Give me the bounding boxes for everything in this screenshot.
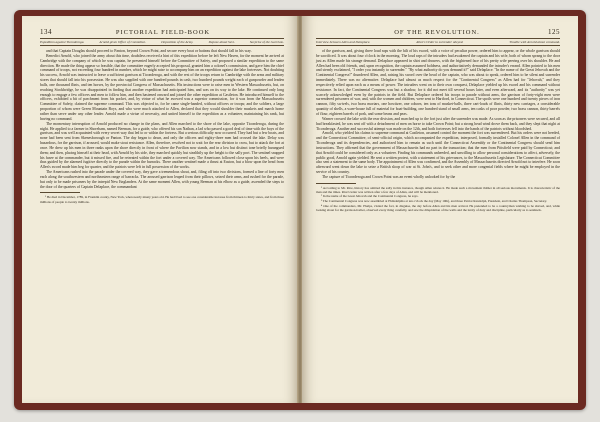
side-note: Trouble with Arnold about command.: [509, 40, 560, 44]
footnote: ¹ According to Mr. Rice, history has omitted the sally in this instance, though Allen relates it. He made such a movement thither in all serious movements. It is characteristic of the man and the times. Rice's letter was written after a few days of Allen, and will be mentioned.: [316, 185, 560, 194]
paragraph: The momentary interruption of Arnold produced no change in the plans, and Allen marched to the shore of the lake, opposite Ticonderoga, during the night. He applied to a farmer in Shoreham, named Beeman, for a guide, who offered his son Nathan, a lad who passed a good deal of time with the boys of the garrison, and was well acquainted with every secret way that led to or within the fortress. But a serious difficulty now occurred. They had but a few boats, and none had been sent from Skenesborough or Panton. The day began to dawn, and only the officers and eighty-three men had crossed the lake. Delay was hazardous, for the garrison, if aroused, would make stout resistance. Allen, therefore, resolved not to wait for the rear division to cross, but to attack the fort at once. He drew up his men in three ranks upon the shore directly in front of where the Pavilion now stands, and in a low but distinct tone briefly harangued them; and then, placing himself at their head, with Arnold by his side, they marched quickly but stealthily up the height to the sally port. The sentinel snapped his fusee at the commander, but it missed fire, and he retreated within the fort under a covered way. The Americans followed close upon his heels, and were thus guided by the alarmed fugitive directly to the parade within the barracks. There another sentinel made a thrust at Easton, but a blow upon the head from Allen's sword made him beg for quarter, and the patriots were left in full possession of the works.: [40, 121, 284, 170]
right-footnotes: [316, 186, 560, 212]
left-side-notes: [40, 38, 284, 46]
left-body-text: [40, 49, 284, 189]
paragraph: Arnold, who yielded his claims to supreme command at Castleton, assumed control the moment the fort was surrendered. But his orders were not heeded, and the Connecticut Committee, of semi-official origin, which accompanied the expedition, interposed, formally installed Colonel Allen in the command of Ticonderoga and its dependencies, and authorized him to remain as such until the Connecticut Assembly or the Continental Congress should send him instructions. They affirmed that the government of Massachusetts had no part in the transaction; that the men from Pittsfield were paid by Connecticut; and that Arnold could be considered only as a volunteer. Finding his commands unheeded, and unwilling to allow personal considerations to affect, adversely, the public good, Arnold again yielded. He sent a written protest, with a statement of his grievances, to the Massachusetts Legislature. The Connecticut Committee also sent a statement to the same body. The appointment of Allen was confirmed, and the Assembly of Massachusetts directed Arnold not to interfere. He soon afterward went down the lake to seize a British sloop of war at St. John's, and to seek other and more congenial fields where he might be employed in the service of his country.: [316, 131, 560, 175]
footnote-rule: [316, 183, 356, 184]
paragraph: and that Captain Douglas should proceed to Panton, beyond Crown Point, and secure every boat or batteau that should fall in his way.: [46, 49, 252, 53]
side-note: Depose about Sevi.: [208, 40, 235, 44]
side-note: Expedition against Ticonderoga.: [40, 40, 85, 44]
side-note: Allen's Order to surrender obeyed.: [416, 40, 464, 44]
left-page-number: 134: [40, 28, 52, 36]
open-book: [14, 10, 586, 410]
side-note: Arnold given Office of Committee.: [99, 40, 147, 44]
right-body-text: [316, 49, 560, 180]
footnote-rule: [40, 192, 80, 193]
side-note: Deposition of the Army.: [161, 40, 194, 44]
right-page-number: 125: [548, 28, 560, 36]
footnote: ³ The Continental Congress was now assembled at Philadelphia at ten o'clock the day (May 10th), and three Patriot Randolph, President, and Charles Thompson, Secretary.: [321, 199, 548, 204]
left-running-title: PICTORIAL FIELD-BOOK: [115, 29, 211, 36]
side-note: Interview between Allen and Delaplace.: [316, 40, 371, 44]
right-page-header: [316, 28, 560, 36]
paragraph: The Americans rushed into the parade under the covered way, they gave a tremendous shout, and, filing off into two divisions, formed a line of forty men each along the southwestern and northeastern range of barracks. The aroused garrison leaped from their pillows, seized their arms, and rushed for the parade, but only to be made prisoners by the intrepid New Englanders. At the same moment Allen, with young Beeman at his elbow as a guide, ascended the steps to the door of the quarters of Captain Delaplace, the commandant: [40, 170, 284, 189]
right-side-notes: [316, 38, 560, 46]
paragraph: The capture of Ticonderoga and Crown Point was an event wholly unlooked for by the: [322, 174, 456, 179]
right-page: [302, 16, 578, 403]
footnote: ² In the name of the Great Jehovah and the Continental Congress, he says.: [321, 194, 419, 199]
left-footnotes: [40, 195, 284, 203]
right-page-content: [316, 28, 560, 393]
right-running-title: OF THE REVOLUTION.: [394, 29, 480, 36]
side-note: Surprise of the Garrison.: [249, 40, 284, 44]
footnote: ⁴ One of the commanders, Mr. Phelps, visited the fort, in disguise, the day before Allen and his men arrived. He pretended to be a countryman wishing to be shaved, and, while looking about for the garrison-barber, observed every thing carefully, and saw the dilapidation of the walls and the laxity of duty and discipline, particularly as to sentinels.: [316, 203, 560, 212]
paragraph: of the garrison, and, giving three loud raps with the hilt of his sword, with a voice of peculiar power, ordered him to appear, or the whole garrison should be sacrificed. It was about four o'clock in the morning. The loud raps of the intruders had awakened the captain and his wife, both of whom sprang to the door just as Allen made his strange demand. Delaplace appeared in shirt and drawers, with the frightened face of his pretty wife peering over his shoulder. He and Allen had been old friends, and, upon recognition, the captain assumed boldness, and authoritatively demanded the intruder's errand. Allen pointed to his men and sternly exclaimed, "I order you instantly to surrender." "By what authority do you demand it?" said Delaplace. "In the name of the Great Jehovah and the Continental Congress!" thundered Allen, and, raising his sword over the head of the captain, who was about to speak, ordered him to be silent and surrender immediately. There was no alternative. Delaplace had almost as much respect for the "Continental Congress" as Allen had for "Jehovah," and they respectively relied upon each as a means of power. The intruders went on to their own conquest, Delaplace yielded up his sword and his command without resistance. In fact, the Continental Congress was but a shadow, for it did not meet till several hours later, and even afterward, and its "authority" was yet scarcely acknowledged even by the patriots in the field. But Delaplace ordered his troops to parade without arms, the garrison of forty-eight men were surrendered prisoners of war, and, with the women and children, were sent to Hartford, in Connecticut. The spoils were one hundred and twenty pieces of iron cannon, fifty swivels, two brass mortars, one howitzer, one cohorn, ten tons of musket-balls, three cart-loads of flints, thirty new carriages, a considerable quantity of shells, a ware-house full of material for boat-building, one hundred stand of small arms, ten casks of poor powder, two brass cannon, thirty barrels of flour, eighteen barrels of pork, and some beans and peas.: [316, 49, 560, 116]
left-page: [22, 16, 298, 403]
paragraph: Warner crossed the lake with the rear division, and marched up to the fort just after the surrender was made. As soon as the prisoners were secured, and all had breakfasted, he was sent off with a detachment of men on horse to take Crown Point; but a strong head wind drove them back, and they slept that night at Ticonderoga. Another and successful attempt was made on the 12th, and both fortresses fell into the hands of the patriots without bloodshed.: [316, 116, 560, 131]
left-page-content: [40, 28, 284, 393]
footnote: ¹ He died in December, 1789, in Franklin county, New York, when nearly ninety years old. He had lived to see one considerable increase from thirteen to thirty states, and from three millions of people to twenty millions.: [40, 195, 284, 204]
paragraph: Benedict Arnold, who joined the army about this time, doubtless received a hint of this expedition before he left New Haven, for the moment he arrived at Cambridge with the company of which he was captain, he presented himself before the Committee of Safety, and proposed a similar expedition to the same direction. He made the thing appear so feasible, that the committee eagerly accepted his proposal, granted him a colonel's commission, and gave him the chief command of troops, not exceeding four hundred in number, which he might raise to accompany him on an expedition against the lake fortresses. Not doubting his success, Arnold was instructed to leave a sufficient garrison at Ticonderoga, and with the rest of the troops return to Cambridge with the arms and military stores that should fall into his possession. He was also supplied with one hundred pounds in cash, two hundred pounds weight each of gunpowder and leaden balls, one thousand flints, and ten horses, by the provincial Congress of Massachusetts. His instructions were to raise men in Western Massachusetts, but, on reaching Stockbridge, he was disappointed in finding that another expedition had anticipated him, and was on its way to the lake. He continued only long enough to engage a few officers and men to follow him, and then hastened onward and joined the other expedition at Castleton. He introduced himself to the officers, exhibited a bit of parchment from his pocket, and, by virtue of what he avowed was a superior commission, for it was from the Massachusetts Committee of Safety, claimed the supreme command. This was objected to, for he came single-handed, without officers or troops; and the soldiers, a large proportion of whom were Green Mountain Boys, and who were much attached to Allen, declared that they would shoulder their muskets and march home rather than serve under any other leader. Arnold made a virtue of necessity, and united himself to the expedition as a volunteer, maintaining his rank, but having no command.: [40, 53, 284, 121]
left-page-header: [40, 28, 284, 36]
